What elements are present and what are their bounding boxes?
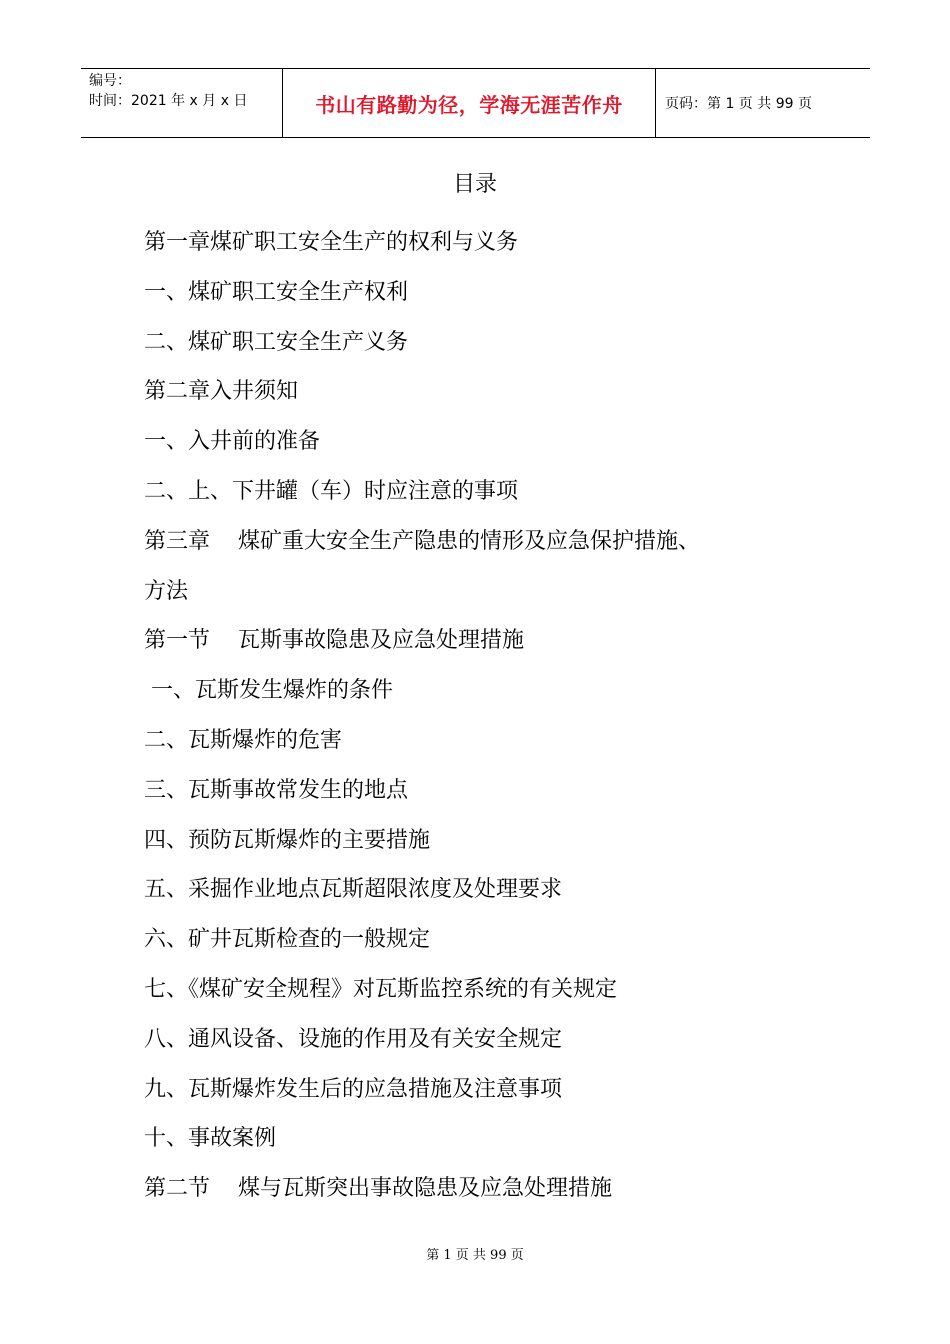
toc-item: 第一章煤矿职工安全生产的权利与义务 — [144, 230, 519, 255]
toc-title: 目录 — [452, 172, 497, 197]
toc-item: 十、事故案例 — [144, 1126, 277, 1152]
toc-item: 第二章入井须知 — [144, 379, 299, 405]
toc-item: 方法 — [144, 578, 189, 604]
toc-item: 五、采掘作业地点瓦斯超限浓度及处理要求 — [144, 877, 563, 903]
toc-item: 六、矿井瓦斯检查的一般规定 — [144, 927, 431, 953]
toc-list — [144, 218, 824, 1214]
toc-item: 三、瓦斯事故常发生的地点 — [144, 777, 409, 803]
toc-item: 一、瓦斯发生爆炸的条件 — [144, 678, 393, 704]
toc-item: 二、上、下井罐（车）时应注意的事项 — [144, 478, 519, 504]
toc-item: 九、瓦斯爆炸发生后的应急措施及注意事项 — [144, 1076, 563, 1102]
toc-item: 七、《煤矿安全规程》对瓦斯监控系统的有关规定 — [144, 976, 618, 1002]
toc-item: 四、预防瓦斯爆炸的主要措施 — [144, 827, 431, 853]
toc-item: 第二节 煤与瓦斯突出事故隐患及应急处理措施 — [144, 1176, 612, 1202]
toc-item: 二、瓦斯爆炸的危害 — [144, 727, 343, 753]
header-meta — [81, 69, 283, 137]
toc-item: 第一节 瓦斯事故隐患及应急处理措施 — [144, 628, 524, 654]
toc-item: 八、通风设备、设施的作用及有关安全规定 — [144, 1026, 563, 1052]
toc-item: 第三章 煤矿重大安全生产隐患的情形及应急保护措施、 — [144, 528, 700, 554]
date-label: 时间：2021 年 x 月 x 日 — [89, 93, 248, 109]
header-motto: 书山有路勤为径，学海无涯苦作舟 — [283, 69, 656, 137]
page-footer: 第 1 页 共 99 页 — [426, 1248, 524, 1263]
page-header — [81, 68, 870, 138]
toc-item: 一、入井前的准备 — [144, 429, 321, 455]
toc-item: 一、煤矿职工安全生产权利 — [144, 279, 409, 305]
toc-item: 二、煤矿职工安全生产义务 — [144, 329, 409, 355]
header-page-info: 页码：第 1 页 共 99 页 — [665, 96, 812, 112]
number-label: 编号： — [89, 73, 131, 89]
